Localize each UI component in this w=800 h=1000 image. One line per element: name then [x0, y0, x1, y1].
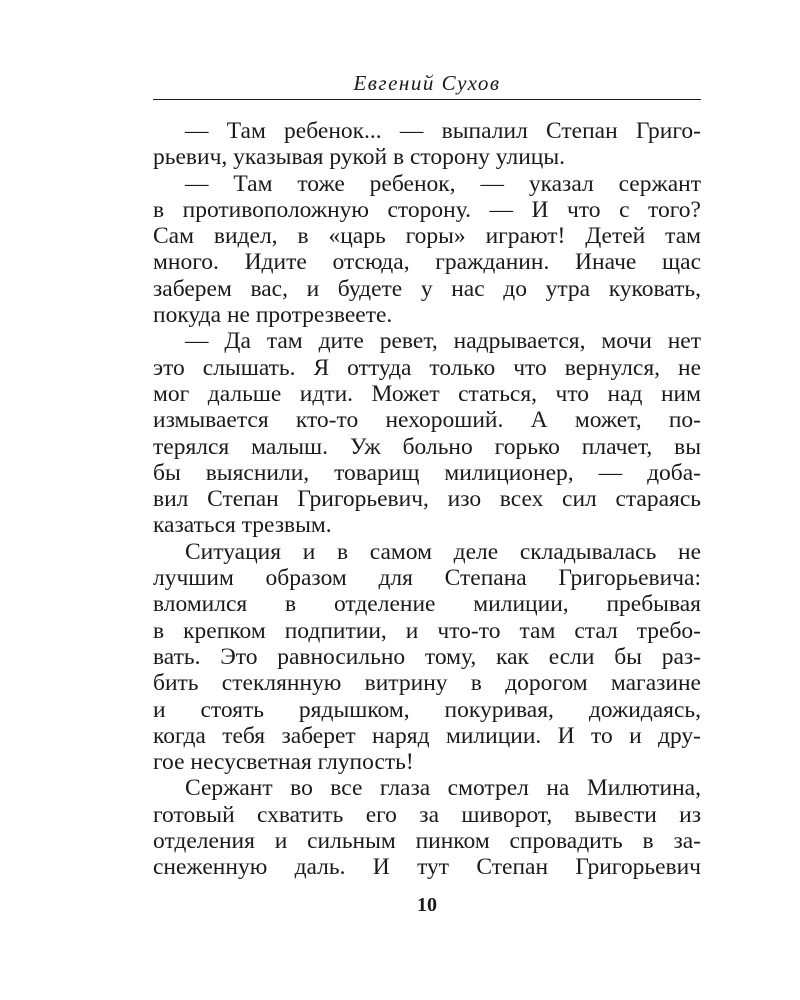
text-line: казаться трезвым. — [153, 512, 332, 539]
text-line: вать. Это равносильно тому, как если бы раз- — [153, 643, 701, 670]
text-line: Сам видел, в «царь горы» играют! Детей там — [153, 223, 701, 250]
text-line: Сержант во все глаза смотрел на Милютина, — [185, 775, 701, 802]
text-line: вил Степан Григорьевич, изо всех сил стараясь — [153, 486, 701, 513]
text-line: — Да там дите ревет, надрывается, мочи нет — [185, 328, 701, 355]
text-line: вломился в отделение милиции, пребывая — [153, 591, 701, 618]
text-line: бы выяснили, товарищ милиционер, — доба- — [153, 459, 701, 486]
running-head-author: Евгений Сухов — [353, 71, 501, 95]
text-line: когда тебя заберет наряд милиции. И то и дру- — [153, 722, 701, 749]
text-line: это слышать. Я оттуда только что вернулся, не — [153, 354, 701, 381]
paragraph — [153, 775, 701, 880]
page-number: 10 — [417, 894, 437, 916]
text-line: готовый схватить его за шиворот, вывести из — [153, 801, 701, 828]
text-line: покуда не протрезвеете. — [153, 302, 393, 329]
body-text — [153, 118, 701, 881]
text-line: в крепком подпитии, и что-то там стал требо- — [153, 617, 701, 644]
text-line: в противоположную сторону. — И что с того? — [153, 196, 701, 223]
text-line: мог дальше идти. Может статься, что над ним — [153, 380, 701, 407]
text-line: — Там ребенок... — выпалил Степан Григо- — [185, 118, 701, 144]
paragraph — [153, 118, 701, 171]
header-rule — [153, 99, 701, 100]
paragraph — [153, 171, 701, 329]
text-line: рьевич, указывая рукой в сторону улицы. — [153, 144, 566, 171]
paragraph — [153, 539, 701, 776]
text-line: много. Идите отсюда, гражданин. Иначе щас — [153, 249, 701, 276]
text-line: — Там тоже ребенок, — указал сержант — [185, 170, 701, 197]
text-line: гое несусветная глупость! — [153, 749, 414, 776]
text-line: снеженную даль. И тут Степан Григорьевич — [153, 854, 701, 881]
text-line: бить стеклянную витрину в дорогом магазине — [153, 670, 701, 697]
text-line: Ситуация и в самом деле складывалась не — [185, 538, 701, 565]
paragraph — [153, 328, 701, 538]
text-line: терялся малыш. Уж больно горько плачет, вы — [153, 433, 701, 460]
text-line: заберем вас, и будете у нас до утра куковать, — [153, 275, 701, 302]
text-line: измывается кто-то нехороший. А может, по- — [153, 407, 701, 434]
text-line: лучшим образом для Степана Григорьевича: — [153, 565, 701, 592]
text-line: и стоять рядышком, покуривая, дожидаясь, — [153, 696, 701, 723]
text-line: отделения и сильным пинком спровадить в за- — [153, 828, 701, 855]
